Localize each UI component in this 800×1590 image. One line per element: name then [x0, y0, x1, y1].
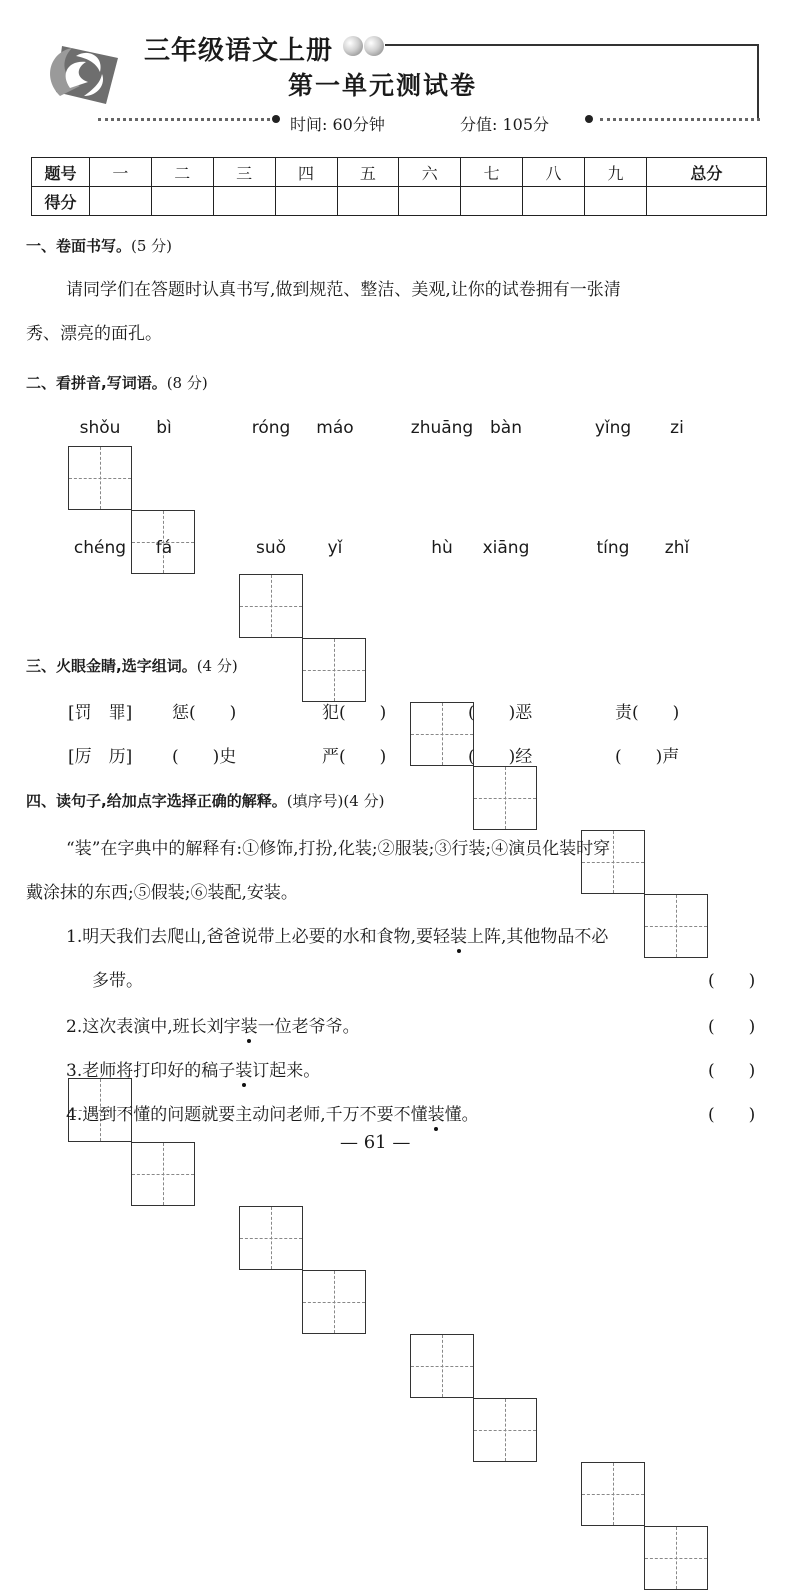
- publisher-logo: [40, 38, 120, 110]
- character-choice-label: [罚 罪]: [68, 703, 133, 723]
- pinyin-label: chéng: [73, 538, 127, 558]
- column-header: 九: [585, 158, 647, 187]
- section-4-points: (填序号)(4 分): [286, 792, 385, 810]
- score-cell[interactable]: [275, 187, 337, 216]
- writing-grid-box[interactable]: [644, 894, 708, 958]
- score-cell[interactable]: [90, 187, 152, 216]
- grade-title: 三年级语文上册: [144, 36, 334, 66]
- pinyin-label: zi: [670, 418, 684, 438]
- section-4-heading: [26, 790, 384, 811]
- writing-grid-box[interactable]: [410, 702, 474, 766]
- pinyin-label: xiāng: [482, 538, 530, 558]
- score-cell[interactable]: [523, 187, 585, 216]
- pinyin-label: máo: [316, 418, 354, 438]
- section-1-points: (5 分): [131, 237, 173, 255]
- column-header: 八: [523, 158, 585, 187]
- header-top-rule: [385, 44, 757, 46]
- unit-title: 第一单元测试卷: [288, 71, 478, 100]
- question-text: 2.这次表演中,班长刘宇: [66, 1017, 241, 1037]
- question-text: 懂。: [444, 1105, 479, 1125]
- column-header: 六: [399, 158, 461, 187]
- row-label-score: 得分: [32, 187, 90, 216]
- word-fill-blank[interactable]: 惩( ): [172, 703, 237, 723]
- writing-grid-box[interactable]: [131, 1142, 195, 1206]
- section-1-title: 一、卷面书写。: [26, 237, 132, 255]
- pinyin-label: tíng: [596, 538, 630, 558]
- writing-grid-box[interactable]: [68, 446, 132, 510]
- section-1-line-2: 秀、漂亮的面孔。: [26, 324, 162, 344]
- question-text: 一位老爷爷。: [257, 1017, 360, 1037]
- row-label-question-number: 题号: [32, 158, 90, 187]
- definition-intro-line-2: 戴涂抹的东西;⑤假装;⑥装配,安装。: [26, 883, 298, 903]
- score-cell-total[interactable]: [646, 187, 766, 216]
- dotted-divider-left: [98, 118, 270, 121]
- section-4-title: 四、读句子,给加点字选择正确的解释。: [26, 792, 287, 810]
- dotted-character: 装: [450, 922, 467, 947]
- word-fill-blank[interactable]: 犯( ): [322, 703, 387, 723]
- section-3-title: 三、火眼金睛,选字组词。: [26, 657, 197, 675]
- writing-grid-box[interactable]: [302, 1270, 366, 1334]
- writing-grid-box[interactable]: [239, 574, 303, 638]
- pinyin-label: yǐng: [594, 418, 632, 438]
- score-cell[interactable]: [399, 187, 461, 216]
- pinyin-label: zhǐ: [664, 538, 690, 558]
- score-cell[interactable]: [461, 187, 523, 216]
- section-1-line-1: 请同学们在答题时认真书写,做到规范、整洁、美观,让你的试卷拥有一张清: [66, 280, 621, 300]
- bullet-dot-icon: [585, 115, 593, 123]
- pinyin-label: shǒu: [79, 418, 121, 438]
- table-row: [32, 187, 767, 216]
- word-fill-blank[interactable]: ( )史: [172, 747, 237, 767]
- section-2-heading: [26, 372, 208, 393]
- pinyin-label: bàn: [490, 418, 522, 438]
- pinyin-label: fá: [155, 538, 173, 558]
- pinyin-label: zhuāng: [410, 418, 474, 438]
- word-fill-blank[interactable]: ( )经: [468, 747, 533, 767]
- section-1-heading: [26, 235, 172, 256]
- word-fill-blank[interactable]: ( )恶: [468, 703, 533, 723]
- question-3: [66, 1056, 320, 1081]
- writing-grid-box[interactable]: [410, 1334, 474, 1398]
- score-cell[interactable]: [337, 187, 399, 216]
- score-cell[interactable]: [151, 187, 213, 216]
- pinyin-label: róng: [251, 418, 291, 438]
- character-choice-label: [厉 历]: [68, 747, 133, 767]
- section-3-points: (4 分): [196, 657, 238, 675]
- column-header-total: 总分: [646, 158, 766, 187]
- dotted-divider-right: [600, 118, 760, 121]
- score-cell[interactable]: [585, 187, 647, 216]
- question-2: [66, 1012, 360, 1037]
- word-fill-blank[interactable]: 责( ): [615, 703, 680, 723]
- question-text: 3.老师将打印好的稿子: [66, 1061, 236, 1081]
- question-text: 4.遇到不懂的问题就要主动问老师,千万不要不懂: [66, 1105, 428, 1125]
- dotted-character: 装: [428, 1100, 445, 1125]
- decorative-balls-icon: [343, 36, 385, 60]
- column-header: 一: [90, 158, 152, 187]
- word-fill-blank[interactable]: ( )声: [615, 747, 680, 767]
- bullet-dot-icon: [272, 115, 280, 123]
- pinyin-label: hù: [431, 538, 453, 558]
- column-header: 三: [213, 158, 275, 187]
- writing-grid-box[interactable]: [239, 1206, 303, 1270]
- word-fill-blank[interactable]: 严( ): [322, 747, 387, 767]
- definition-intro-line-1: “装”在字典中的解释有:①修饰,打扮,化装;②服装;③行装;④演员化装时穿: [66, 839, 611, 859]
- column-header: 二: [151, 158, 213, 187]
- time-label: 时间: 60分钟: [290, 115, 385, 134]
- column-header: 五: [337, 158, 399, 187]
- dotted-character: 装: [235, 1056, 252, 1081]
- writing-grid-box[interactable]: [473, 1398, 537, 1462]
- score-label: 分值: 105分: [460, 115, 550, 134]
- writing-grid-box[interactable]: [644, 1526, 708, 1590]
- question-text: 1.明天我们去爬山,爸爸说带上必要的水和食物,要轻: [66, 927, 451, 947]
- answer-blank[interactable]: ( ): [708, 1105, 756, 1125]
- dotted-character: 装: [241, 1012, 258, 1037]
- table-row: [32, 158, 767, 187]
- section-2-points: (8 分): [166, 374, 208, 392]
- page-number: — 61 —: [340, 1132, 411, 1153]
- pinyin-label: bì: [156, 418, 172, 438]
- column-header: 七: [461, 158, 523, 187]
- pinyin-label: suǒ: [255, 538, 287, 558]
- score-table: [31, 157, 767, 216]
- question-4: [66, 1100, 479, 1125]
- column-header: 四: [275, 158, 337, 187]
- score-cell[interactable]: [213, 187, 275, 216]
- writing-grid-box[interactable]: [302, 638, 366, 702]
- answer-blank[interactable]: ( ): [708, 1061, 756, 1081]
- question-text: 上阵,其他物品不必: [467, 927, 609, 947]
- question-1-continued: 多带。: [92, 971, 143, 991]
- section-3-heading: [26, 655, 238, 676]
- pinyin-label: yǐ: [327, 538, 343, 558]
- answer-blank[interactable]: ( ): [708, 1017, 756, 1037]
- question-text: 订起来。: [252, 1061, 321, 1081]
- header-right-rule: [757, 44, 759, 120]
- writing-grid-box[interactable]: [473, 766, 537, 830]
- answer-blank[interactable]: ( ): [708, 971, 756, 991]
- section-2-title: 二、看拼音,写词语。: [26, 374, 167, 392]
- question-1: [66, 922, 608, 947]
- writing-grid-box[interactable]: [581, 1462, 645, 1526]
